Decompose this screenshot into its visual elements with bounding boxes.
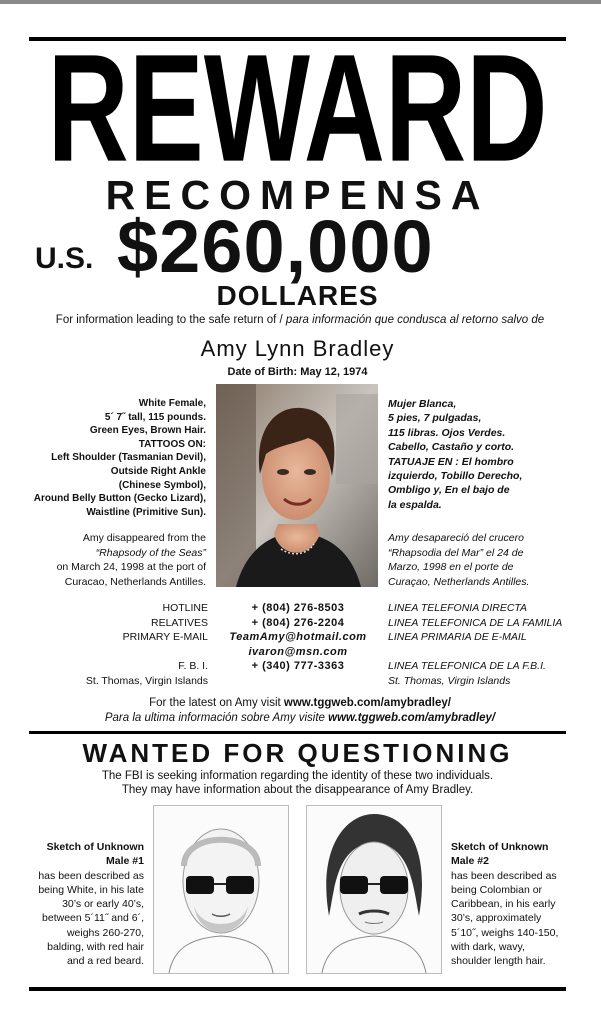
description-spanish — [388, 397, 568, 512]
desc-line: Ombligo y, En el bajo de — [388, 484, 510, 497]
contact-label: St. Thomas, Virgin Islands — [85, 674, 208, 687]
website-link[interactable]: www.tggweb.com/amybradley/ — [283, 697, 451, 709]
latest-es-text: Para la ultima información sobre Amy visite — [104, 711, 329, 724]
info-es: para información que conduscа al retorno salvo de — [285, 314, 545, 326]
sketch-line: shoulder length hair. — [451, 955, 546, 968]
contact-row — [22, 631, 568, 646]
desc-line: Waistline (Primitive Sun). — [86, 506, 206, 518]
desc-line: 5´ 7˝ tall, 115 pounds. — [104, 411, 206, 423]
dollares-label: DOLLARES — [216, 280, 379, 311]
sketch-line: Caribbean, in his early — [451, 898, 556, 911]
contact-label: RELATIVES — [151, 616, 208, 629]
disp-line: “Rhapsody of the Seas” — [95, 546, 206, 559]
missing-person-name: Amy Lynn Bradley — [200, 336, 395, 361]
contact-list — [22, 602, 568, 689]
desc-line: Outside Right Ankle — [110, 465, 206, 477]
sketch-line: has been described as — [38, 869, 144, 882]
sketch-line: has been described as — [451, 869, 557, 882]
section-rule — [29, 731, 566, 734]
hotline-phone[interactable]: + (804) 276-8503 — [251, 602, 345, 614]
desc-line: 5 pies, 7 pulgadas, — [388, 412, 482, 425]
sketch-line: being White, in his late — [38, 883, 144, 896]
info-line — [20, 314, 580, 326]
disappearance-spanish — [388, 531, 568, 589]
disp-line: Marzo, 1998 en el porte de — [388, 561, 514, 573]
relatives-phone[interactable]: + (804) 276-2204 — [251, 616, 345, 629]
disp-line: Curacao, Netherlands Antilles. — [64, 575, 206, 588]
contact-row — [22, 617, 568, 632]
desc-line: la espalda. — [388, 498, 442, 511]
date-of-birth: Date of Birth: May 12, 1974 — [227, 366, 368, 378]
desc-line: TATUAJE EN : El hombro — [388, 455, 514, 468]
sketch-line: 5´10˝, weighs 140-150, — [451, 926, 559, 939]
desc-line: TATTOOS ON: — [138, 438, 206, 450]
fbi-notice — [29, 769, 566, 797]
disp-line: “Rhapsodia del Mar” el 24 de — [388, 546, 524, 559]
wanted-heading: WANTED FOR QUESTIONING — [82, 738, 513, 768]
contact-label-es: LINEA TELEFONICA DE LA FAMILIA — [388, 616, 563, 629]
sketch-title: Sketch of Unknown — [46, 841, 144, 853]
contact-row — [22, 660, 568, 675]
latest-es — [20, 711, 580, 726]
sketch-line: between 5´11˝ and 6´, — [42, 912, 144, 925]
sketch-line: being Colombian or — [451, 883, 543, 896]
contact-row — [22, 646, 568, 661]
disp-line: on March 24, 1998 at the port of — [56, 561, 206, 573]
website-link-es[interactable]: www.tggweb.com/amybradley/ — [328, 711, 496, 724]
desc-line: Left Shoulder (Tasmanian Devil), — [51, 452, 206, 464]
sketch-1-description — [22, 840, 144, 969]
desc-line: (Chinese Symbol), — [118, 479, 206, 491]
sketch-line: weighs 260-270, — [66, 926, 144, 939]
sketch-line: with dark, wavy, — [451, 941, 525, 954]
reward-heading — [29, 40, 566, 172]
contact-label: HOTLINE — [162, 602, 208, 614]
sketch-line: balding, with red hair — [47, 941, 144, 954]
sketch-2-image — [306, 805, 442, 974]
reward-text: REWARD — [47, 40, 548, 172]
sketch-1-image — [153, 805, 289, 974]
contact-label: PRIMARY E-MAIL — [122, 631, 208, 643]
sketch-title: Sketch of Unknown — [451, 841, 549, 853]
fbi-line: The FBI is seeking information regarding the identity of these two individuals. — [101, 770, 494, 782]
primary-email-link[interactable]: TeamAmy@hotmail.com — [229, 631, 367, 643]
amount-value: $260,000 — [117, 205, 434, 288]
sketch-line: and a red beard. — [66, 955, 144, 968]
contact-label-es: LINEA PRIMARIA DE E-MAIL — [388, 631, 527, 643]
disp-line: Curaçao, Netherlands Antilles. — [388, 575, 530, 588]
desc-line: White Female, — [138, 398, 206, 409]
contact-row — [22, 675, 568, 690]
fbi-line: They may have information about the disappearance of Amy Bradley. — [121, 784, 474, 796]
desc-line: izquierdo, Tobillo Derecho, — [388, 470, 523, 483]
contact-label-es: LINEA TELEFONIA DIRECTA — [388, 602, 528, 614]
contact-row — [22, 602, 568, 617]
currency-label: U.S. — [35, 242, 94, 275]
desc-line: Green Eyes, Brown Hair. — [89, 425, 206, 437]
disp-line: Amy desapareció del crucero — [388, 532, 524, 544]
desc-line: Cabello, Castaño y corto. — [388, 441, 515, 454]
sketch-title: Male #2 — [451, 855, 489, 868]
bottom-rule — [29, 987, 566, 991]
fbi-phone[interactable]: + (340) 777-3363 — [251, 660, 345, 672]
reward-amount — [29, 205, 566, 290]
contact-label-es: LINEA TELEFONICA DE LA F.B.I. — [388, 660, 546, 672]
top-border — [0, 0, 601, 4]
desc-line: 115 libras. Ojos Verdes. — [388, 426, 506, 439]
latest-en — [20, 696, 580, 711]
sketch-line: 30’s or early 40’s, — [62, 898, 144, 911]
desc-line: Around Belly Button (Gecko Lizard), — [33, 493, 206, 505]
latest-en-text: For the latest on Amy visit — [149, 697, 284, 709]
info-en: For information leading to the safe return of / — [55, 314, 286, 326]
secondary-email-link[interactable]: ivaron@msn.com — [248, 645, 348, 658]
latest-info — [20, 696, 580, 725]
disp-line: Amy disappeared from the — [82, 532, 206, 544]
contact-label-es: St. Thomas, Virgin Islands — [388, 674, 511, 687]
sketch-title: Male #1 — [106, 855, 144, 868]
recompensa-heading: RECOMPENSA — [105, 172, 490, 218]
contact-label: F. B. I. — [178, 660, 208, 672]
sketch-line: 30’s, approximately — [451, 912, 542, 925]
desc-line: Mujer Blanca, — [388, 398, 457, 410]
disappearance-english — [22, 531, 206, 589]
description-english — [22, 397, 206, 519]
missing-person-photo — [216, 384, 378, 587]
sketch-2-description — [451, 840, 579, 969]
